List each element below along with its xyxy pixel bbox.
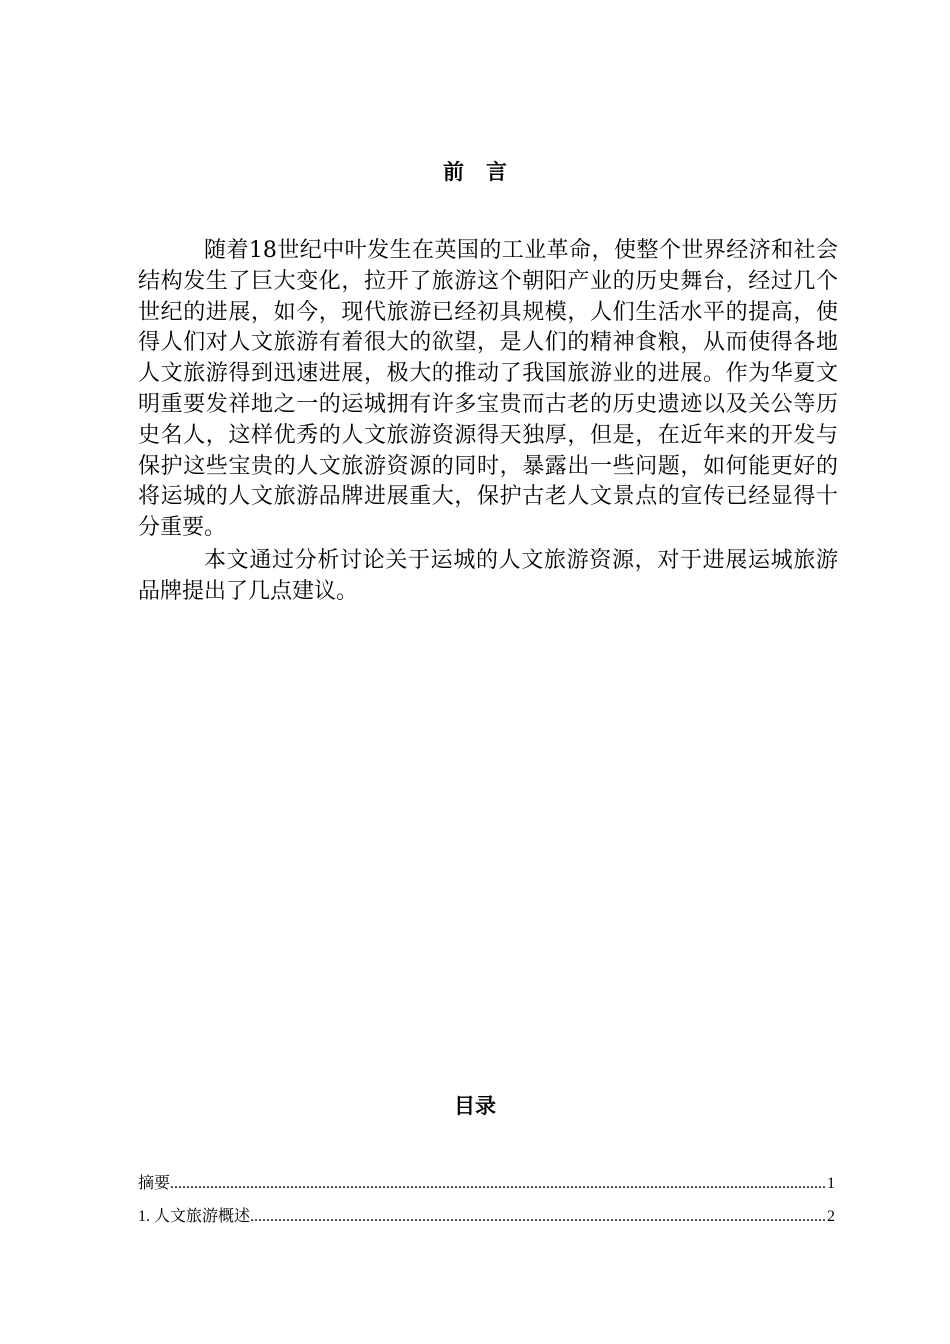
toc-entry-page: 2	[827, 1208, 835, 1225]
toc-entry-overview[interactable]	[138, 1203, 835, 1236]
preface-paragraph-1: 随着18世纪中叶发生在英国的工业革命，使整个世界经济和社会结构发生了巨大变化，拉开了旅游这个朝阳产业的历史舞台，经过几个世纪的进展，如今，现代旅游已经初具规模，人们生活水平的提高，使得人们对人文旅游有着很大的欲望，是人们的精神食粮，从而使得各地人文旅游得到迅速进展，极大的推动了我国旅游业的进展。作为华夏文明重要发祥地之一的运城拥有许多宝贵而古老的历史遗迹以及关公等历史名人，这样优秀的人文旅游资源得天独厚，但是，在近年来的开发与保护这些宝贵的人文旅游资源的同时，暴露出一些问题，如何能更好的将运城的人文旅游品牌进展重大，保护古老人文景点的宣传已经显得十分重要。	[138, 238, 838, 541]
toc-dot-leader	[170, 1175, 827, 1193]
toc-entry-label: 摘要	[138, 1175, 171, 1192]
table-of-contents	[138, 1170, 835, 1236]
preface-body	[138, 236, 838, 608]
toc-title: 目录	[454, 1094, 496, 1118]
preface-paragraph-2: 本文通过分析讨论关于运城的人文旅游资源，对于进展运城旅游品牌提出了几点建议。	[138, 547, 838, 604]
toc-entry-abstract[interactable]	[138, 1170, 835, 1203]
preface-title: 前言	[443, 160, 529, 184]
toc-dot-leader	[250, 1208, 827, 1226]
toc-entry-label: 1. 人文旅游概述	[138, 1208, 251, 1225]
toc-entry-page: 1	[827, 1175, 835, 1192]
